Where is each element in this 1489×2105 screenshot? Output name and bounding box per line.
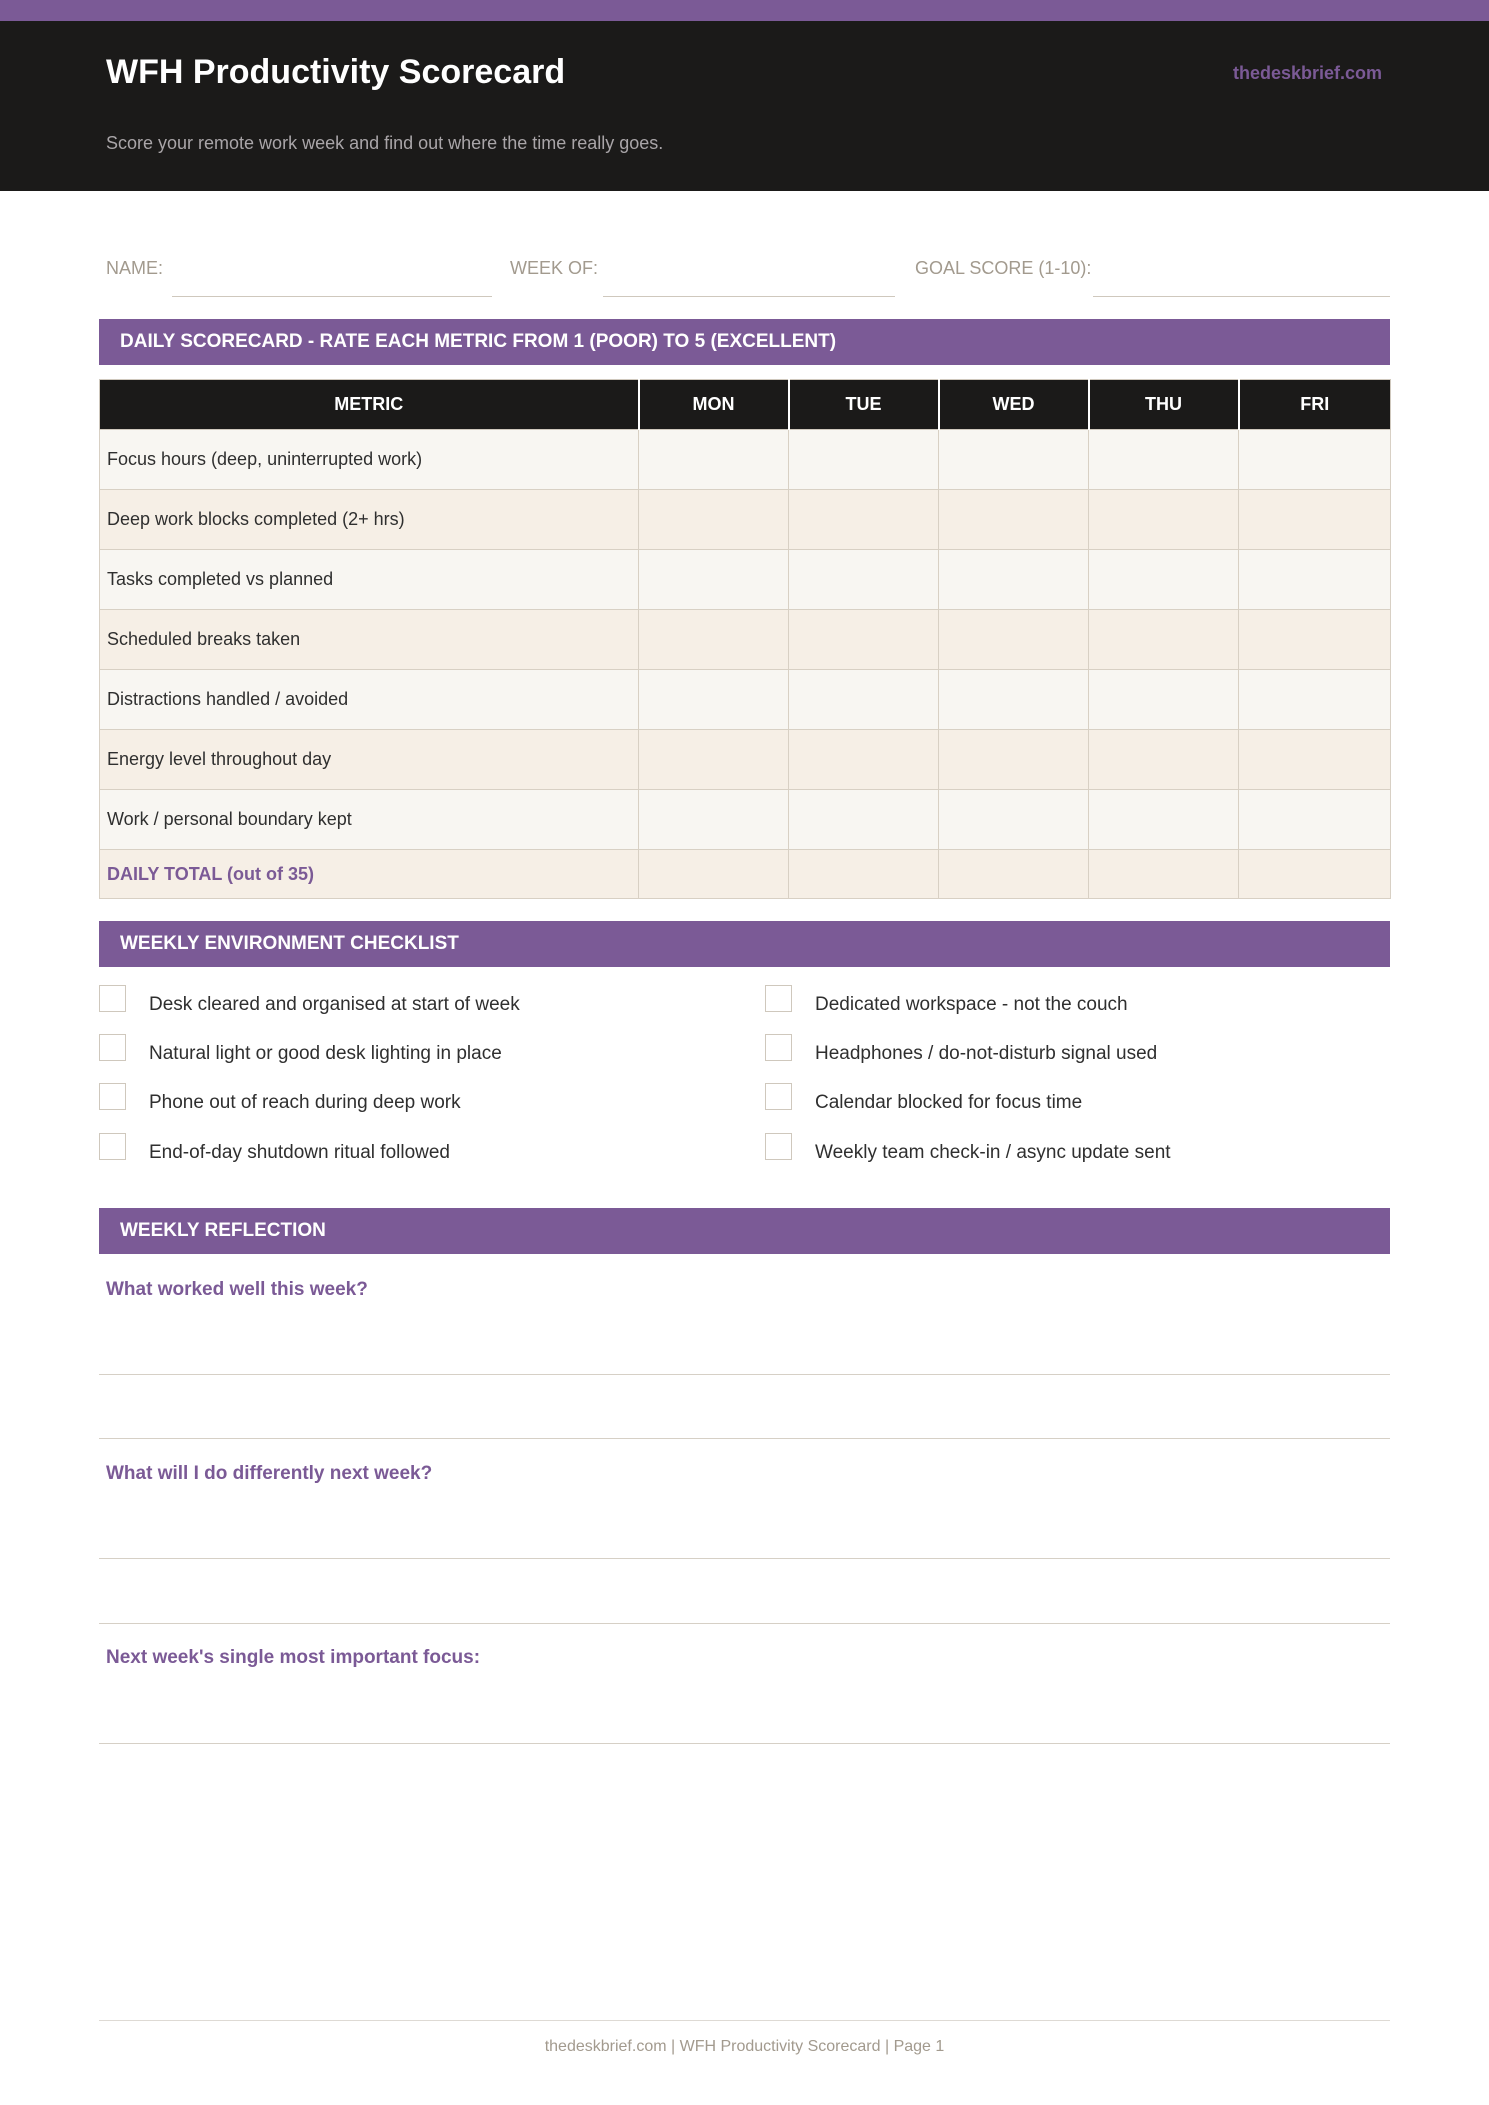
checkbox[interactable] [99,1034,126,1061]
checklist-item-label: End-of-day shutdown ritual followed [149,1142,451,1163]
checklist-item-label: Dedicated workspace - not the couch [815,994,1128,1015]
page-footer: thedeskbrief.com | WFH Productivity Scorecard | Page 1 [544,2038,945,2055]
column-header-mon: MON [639,380,789,430]
score-cell-thu[interactable] [1089,490,1239,550]
score-cell-tue[interactable] [789,550,939,610]
score-cell-wed[interactable] [939,790,1089,850]
reflection-question-worked-well: What worked well this week? [106,1279,368,1300]
score-cell-fri[interactable] [1239,790,1391,850]
checkbox[interactable] [765,1034,792,1061]
score-cell-thu[interactable] [1089,730,1239,790]
metric-label: Energy level throughout day [100,730,639,790]
weekly-reflection-heading: WEEKLY REFLECTION [99,1208,1390,1254]
score-cell-tue[interactable] [789,490,939,550]
checklist-item-label: Phone out of reach during deep work [149,1092,461,1113]
score-cell-tue[interactable] [789,790,939,850]
daily-scorecard-table [99,379,1391,899]
environment-checklist-heading: WEEKLY ENVIRONMENT CHECKLIST [99,921,1390,967]
answer-line[interactable] [99,1438,1390,1439]
answer-line[interactable] [99,1558,1390,1559]
checklist-item-label: Natural light or good desk lighting in place [149,1043,502,1064]
footer-divider [99,2020,1390,2021]
reflection-question-main-focus: Next week's single most important focus: [106,1647,481,1668]
week-of-field[interactable] [603,296,895,297]
score-cell-tue[interactable] [789,670,939,730]
answer-line[interactable] [99,1374,1390,1375]
metric-label: Focus hours (deep, uninterrupted work) [100,430,639,490]
name-field[interactable] [172,296,492,297]
total-cell-wed[interactable] [939,850,1089,899]
answer-line[interactable] [99,1743,1390,1744]
checkbox[interactable] [99,1133,126,1160]
metric-label: Distractions handled / avoided [100,670,639,730]
name-label: NAME: [106,258,164,278]
table-row [100,490,1391,550]
score-cell-mon[interactable] [639,550,789,610]
checkbox[interactable] [99,985,126,1012]
score-cell-wed[interactable] [939,730,1089,790]
score-cell-thu[interactable] [1089,430,1239,490]
site-link[interactable]: thedeskbrief.com [1232,63,1382,83]
metric-label: Work / personal boundary kept [100,790,639,850]
score-cell-thu[interactable] [1089,550,1239,610]
table-row [100,610,1391,670]
score-cell-fri[interactable] [1239,550,1391,610]
daily-total-label: DAILY TOTAL (out of 35) [100,850,639,899]
score-cell-mon[interactable] [639,670,789,730]
checklist-item-label: Weekly team check-in / async update sent [815,1142,1171,1163]
score-cell-wed[interactable] [939,670,1089,730]
score-cell-mon[interactable] [639,430,789,490]
score-cell-mon[interactable] [639,790,789,850]
score-cell-fri[interactable] [1239,730,1391,790]
page-title: WFH Productivity Scorecard [106,53,566,91]
checklist-item-label: Calendar blocked for focus time [815,1092,1083,1113]
score-cell-fri[interactable] [1239,670,1391,730]
checkbox[interactable] [765,985,792,1012]
checklist-item-label: Desk cleared and organised at start of week [149,994,520,1015]
score-cell-tue[interactable] [789,610,939,670]
score-cell-wed[interactable] [939,490,1089,550]
checkbox[interactable] [765,1133,792,1160]
daily-total-row [100,850,1391,899]
total-cell-fri[interactable] [1239,850,1391,899]
metric-label: Deep work blocks completed (2+ hrs) [100,490,639,550]
score-cell-thu[interactable] [1089,670,1239,730]
score-cell-tue[interactable] [789,730,939,790]
metric-label: Scheduled breaks taken [100,610,639,670]
top-accent-stripe [0,0,1489,21]
environment-checklist [0,985,1489,1185]
daily-scorecard-heading: DAILY SCORECARD - RATE EACH METRIC FROM 1 (POOR) TO 5 (EXCELLENT) [99,319,1390,365]
score-cell-tue[interactable] [789,430,939,490]
total-cell-mon[interactable] [639,850,789,899]
column-header-thu: THU [1089,380,1239,430]
score-cell-wed[interactable] [939,430,1089,490]
column-header-fri: FRI [1239,380,1391,430]
metric-label: Tasks completed vs planned [100,550,639,610]
score-cell-mon[interactable] [639,610,789,670]
score-cell-fri[interactable] [1239,490,1391,550]
page-subtitle: Score your remote work week and find out where the time really goes. [106,133,664,153]
column-header-metric: METRIC [100,380,639,430]
score-cell-thu[interactable] [1089,610,1239,670]
table-row [100,550,1391,610]
reflection-question-do-differently: What will I do differently next week? [106,1463,433,1484]
info-fields [0,252,1489,300]
score-cell-wed[interactable] [939,550,1089,610]
score-cell-wed[interactable] [939,610,1089,670]
checklist-item-label: Headphones / do-not-disturb signal used [815,1043,1158,1064]
score-cell-mon[interactable] [639,730,789,790]
goal-score-label: GOAL SCORE (1-10): [915,258,1092,278]
checkbox[interactable] [99,1083,126,1110]
score-cell-fri[interactable] [1239,430,1391,490]
table-row [100,730,1391,790]
week-of-label: WEEK OF: [510,258,599,278]
table-row [100,670,1391,730]
score-cell-fri[interactable] [1239,610,1391,670]
goal-score-field[interactable] [1093,296,1390,297]
column-header-wed: WED [939,380,1089,430]
total-cell-thu[interactable] [1089,850,1239,899]
score-cell-mon[interactable] [639,490,789,550]
answer-line[interactable] [99,1623,1390,1624]
table-row [100,790,1391,850]
checkbox[interactable] [765,1083,792,1110]
table-header-row [100,380,1391,430]
page-header [0,21,1489,191]
table-row [100,430,1391,490]
total-cell-tue[interactable] [789,850,939,899]
score-cell-thu[interactable] [1089,790,1239,850]
column-header-tue: TUE [789,380,939,430]
